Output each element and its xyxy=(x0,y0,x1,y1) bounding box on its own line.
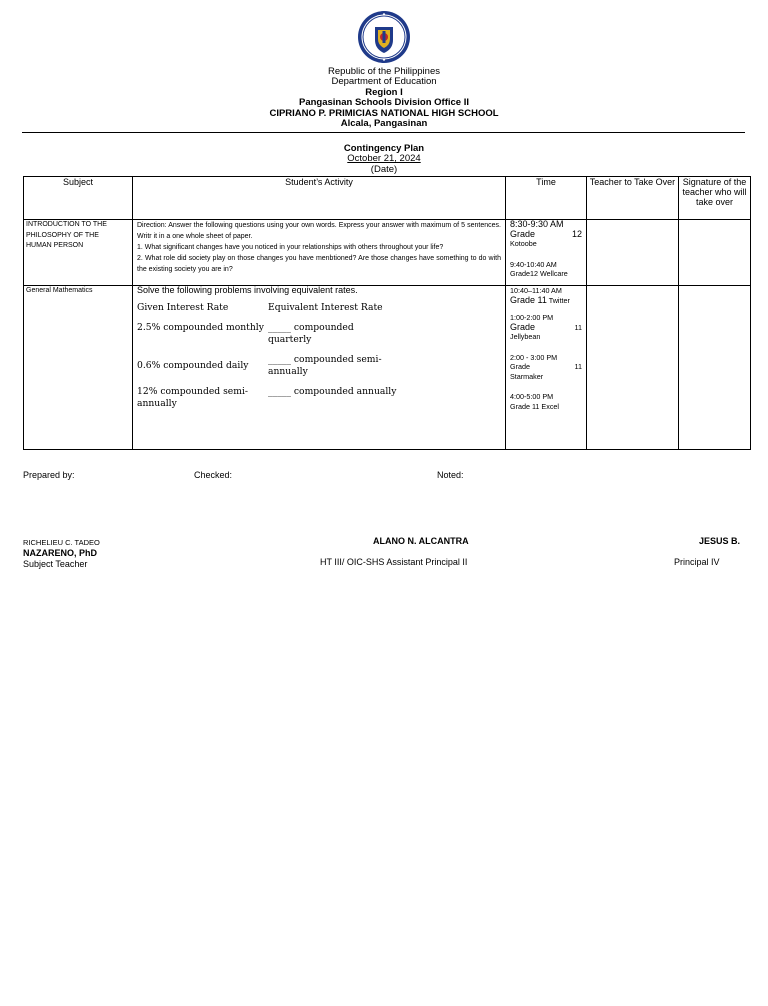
letterhead xyxy=(0,67,768,129)
header-town: Alcala, Pangasinan xyxy=(340,118,428,130)
rates-header: Given Interest Rate Equivalent Interest Rate xyxy=(137,302,383,313)
row1-direction: Direction: Answer the following questions using your own words. Express your answer with maximum of 5 sentences. Writr it in a one whole sheet of paper. xyxy=(137,222,501,240)
document-title-block xyxy=(0,144,768,175)
row1-question-2: 2. What role did society play on those changes you have menbtioned? Are those changes have something to do with the existing society you are in? xyxy=(137,255,501,273)
signatory-assistant-principal-role: HT III/ OIC-SHS Assistant Principal II xyxy=(320,557,468,567)
header-time: Time xyxy=(506,177,587,220)
prepared-by-label: Prepared by: xyxy=(23,470,75,480)
document-date-label: (Date) xyxy=(370,163,398,175)
row2-activity xyxy=(133,286,506,450)
header-subject: Subject xyxy=(24,177,133,220)
signatory-teacher-role: Subject Teacher xyxy=(23,559,88,569)
table-header-row xyxy=(24,177,751,220)
header-region: Region I xyxy=(365,86,403,98)
contingency-table xyxy=(23,176,751,450)
row1-teacher-cell xyxy=(587,220,679,286)
header-teacher: Teacher to Take Over xyxy=(587,177,679,220)
row1-signature-cell xyxy=(679,220,751,286)
signatory-assistant-principal-name: ALANO N. ALCANTRA xyxy=(373,536,469,546)
checked-label: Checked: xyxy=(194,470,233,480)
signatory-teacher xyxy=(23,537,100,570)
rates-table xyxy=(137,302,501,410)
signatory-principal-role: Principal IV xyxy=(674,557,720,567)
rate-item: 0.6% compounded daily _____ compounded semi-annually xyxy=(137,354,382,377)
table-row xyxy=(24,286,751,450)
noted-label: Noted: xyxy=(437,470,464,480)
header-country: Republic of the Philippines xyxy=(328,66,440,77)
row1-subject: INTRODUCTION TO THE PHILOSOPHY OF THE HUMAN PERSON xyxy=(24,220,133,286)
signatory-teacher-name: RICHELIEU C. TADEO xyxy=(23,538,100,547)
rate-item: 12% compounded semi-annually _____ compounded annually xyxy=(137,386,397,409)
header-activity: Student’s Activity xyxy=(133,177,506,220)
document-date: October 21, 2024 xyxy=(347,153,421,165)
deped-seal-icon xyxy=(357,10,411,64)
header-school: CIPRIANO P. PRIMICIAS NATIONAL HIGH SCHOOL xyxy=(269,107,499,119)
row2-time: 10:40–11:40 AM Grade 11 Twitter 1:00-2:00 PM Grade 11 Jellybean 2:00 - 3:00 PM Grade 11 Starmaker 4:00-5:00 PM Grade 11 Excel xyxy=(506,286,587,450)
row1-time: 8:30-9:30 AM Grade 12 Kotoobe 9:40-10:40 AM Grade12 Wellcare xyxy=(506,220,587,286)
row2-subject: General Mathematics xyxy=(24,286,133,450)
row2-instruction: Solve the following problems involving equivalent rates. xyxy=(137,285,358,295)
row1-activity xyxy=(133,220,506,286)
row2-signature-cell xyxy=(679,286,751,450)
document-title: Contingency Plan xyxy=(343,143,425,154)
header-department: Department of Education xyxy=(331,76,437,88)
header-divider xyxy=(22,132,745,133)
rate-item: 2.5% compounded monthly _____ compounded quarterly xyxy=(137,322,354,345)
row1-question-1: 1. What significant changes have you noticed in your relationships with others throughout your life? xyxy=(137,244,444,251)
header-signature: Signature of the teacher who will take over xyxy=(679,177,751,220)
row2-teacher-cell xyxy=(587,286,679,450)
signatory-teacher-surname: NAZARENO, PhD xyxy=(23,548,97,558)
table-row xyxy=(24,220,751,286)
signatory-principal-name: JESUS B. xyxy=(699,536,741,546)
header-division: Pangasinan Schools Division Office II xyxy=(299,97,469,109)
